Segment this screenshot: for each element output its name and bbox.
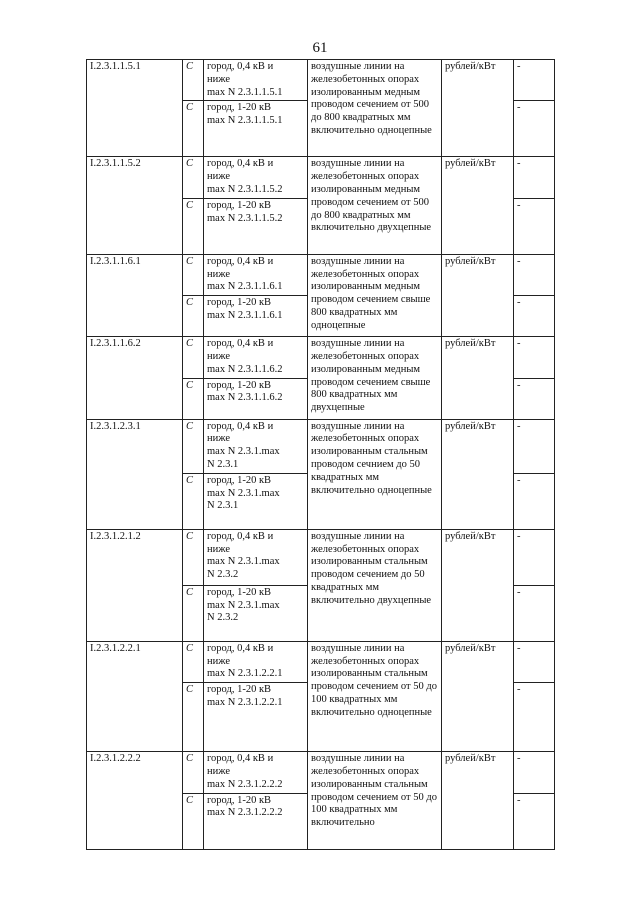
voltage-cell xyxy=(204,683,308,752)
table-row xyxy=(87,254,555,295)
voltage-line: N 2.3.1 xyxy=(207,500,239,512)
value-cell: - xyxy=(514,793,555,849)
description-cell: воздушные линии на железобетонных опорах изолированным медным проводом сечением свыше 800 квадратных мм двухцепные xyxy=(308,337,442,419)
voltage-cell xyxy=(204,419,308,473)
voltage-line: max N 2.3.1.2.2.2 xyxy=(207,807,283,819)
value-cell: - xyxy=(514,101,555,157)
value-cell: - xyxy=(514,60,555,101)
description-cell: воздушные линии на железобетонных опорах изолированным стальным проводом сечением от 50 до 100 квадратных мм включительно одноцепные xyxy=(308,641,442,751)
value-cell: - xyxy=(514,641,555,682)
voltage-line: max N 2.3.1.2.2.2 xyxy=(207,778,283,790)
voltage-cell xyxy=(204,198,308,254)
description-cell: воздушные линии на железобетонных опорах изолированным стальным проводом сечнием до 50 квадратных мм включительно одноцепные xyxy=(308,419,442,529)
voltage-line: max N 2.3.1.2.2.1 xyxy=(207,696,283,708)
voltage-line: город, 0,4 кВ и xyxy=(207,420,274,432)
voltage-line: город, 1-20 кВ xyxy=(207,379,272,391)
voltage-cell xyxy=(204,157,308,198)
voltage-line: город, 0,4 кВ и xyxy=(207,61,274,72)
voltage-line: N 2.3.1 xyxy=(207,458,239,470)
voltage-line: город, 0,4 кВ и xyxy=(207,338,274,350)
voltage-line: город, 1-20 кВ xyxy=(207,199,272,211)
symbol-cell: C xyxy=(183,793,204,849)
symbol-cell: C xyxy=(183,101,204,157)
voltage-line: max N 2.3.1.max xyxy=(207,599,280,611)
voltage-line: max N 2.3.1.1.6.2 xyxy=(207,363,283,375)
voltage-line: max N 2.3.1.1.5.2 xyxy=(207,212,283,224)
unit-cell: рублей/кВт xyxy=(442,419,514,529)
table-row xyxy=(87,641,555,682)
value-cell: - xyxy=(514,157,555,198)
voltage-line: max N 2.3.1.max xyxy=(207,446,280,458)
row-code-cell: I.2.3.1.1.6.2 xyxy=(87,337,183,419)
voltage-line: ниже xyxy=(207,433,231,445)
voltage-cell xyxy=(204,473,308,529)
voltage-cell xyxy=(204,585,308,641)
value-cell: - xyxy=(514,337,555,378)
voltage-line: ниже xyxy=(207,73,231,85)
voltage-cell xyxy=(204,254,308,295)
value-cell: - xyxy=(514,473,555,529)
voltage-line: max N 2.3.1.1.5.2 xyxy=(207,183,283,195)
unit-cell: рублей/кВт xyxy=(442,641,514,751)
row-code-cell: I.2.3.1.2.1.2 xyxy=(87,529,183,641)
row-code-cell: I.2.3.1.2.2.1 xyxy=(87,641,183,751)
description-cell: воздушные линии на железобетонных опорах изолированным медным проводом сечением от 500 до 800 квадратных мм включительно одноцепные xyxy=(308,60,442,157)
voltage-line: город, 1-20 кВ xyxy=(207,684,272,696)
voltage-line: город, 0,4 кВ и xyxy=(207,642,274,654)
symbol-cell: C xyxy=(183,473,204,529)
voltage-line: город, 1-20 кВ xyxy=(207,297,272,309)
voltage-cell xyxy=(204,793,308,849)
table-row xyxy=(87,419,555,473)
voltage-line: ниже xyxy=(207,765,231,777)
voltage-line: max N 2.3.1.1.5.1 xyxy=(207,86,283,98)
value-cell: - xyxy=(514,683,555,752)
value-cell: - xyxy=(514,419,555,473)
tariff-table xyxy=(86,59,555,850)
page-number: 61 xyxy=(312,40,328,56)
description-cell: воздушные линии на железобетонных опорах изолированным медным проводом сечением свыше 800 квадратных мм одноцепные xyxy=(308,254,442,336)
description-cell: воздушные линии на железобетонных опорах изолированным стальным проводом сечением до 50 квадратных мм включительно двухцепные xyxy=(308,529,442,641)
symbol-cell: C xyxy=(183,419,204,473)
voltage-line: max N 2.3.1.2.2.1 xyxy=(207,668,283,680)
symbol-cell: C xyxy=(183,378,204,419)
value-cell: - xyxy=(514,752,555,793)
voltage-cell xyxy=(204,337,308,378)
unit-cell: рублей/кВт xyxy=(442,752,514,849)
voltage-line: max N 2.3.1.max xyxy=(207,556,280,568)
voltage-line: N 2.3.2 xyxy=(207,569,239,581)
voltage-line: город, 0,4 кВ и xyxy=(207,753,274,765)
unit-cell: рублей/кВт xyxy=(442,254,514,336)
voltage-line: город, 1-20 кВ xyxy=(207,794,272,806)
voltage-cell xyxy=(204,752,308,793)
symbol-cell: C xyxy=(183,529,204,585)
table-row xyxy=(87,60,555,101)
row-code-cell: I.2.3.1.2.2.2 xyxy=(87,752,183,849)
symbol-cell: C xyxy=(183,60,204,101)
symbol-cell: C xyxy=(183,198,204,254)
voltage-line: город, 0,4 кВ и xyxy=(207,255,274,267)
value-cell: - xyxy=(514,198,555,254)
row-code-cell: I.2.3.1.1.5.2 xyxy=(87,157,183,254)
voltage-line: город, 0,4 кВ и xyxy=(207,530,274,542)
unit-cell: рублей/кВт xyxy=(442,157,514,254)
voltage-cell xyxy=(204,101,308,157)
table-row xyxy=(87,529,555,585)
description-cell: воздушные линии на железобетонных опорах изолированным стальным проводом сечением от 50 до 100 квадратных мм включительно xyxy=(308,752,442,849)
symbol-cell: C xyxy=(183,254,204,295)
row-code-cell: I.2.3.1.1.6.1 xyxy=(87,254,183,336)
voltage-cell xyxy=(204,60,308,101)
unit-cell: рублей/кВт xyxy=(442,337,514,419)
symbol-cell: C xyxy=(183,157,204,198)
symbol-cell: C xyxy=(183,752,204,793)
row-code-cell: I.2.3.1.2.3.1 xyxy=(87,419,183,529)
row-code-cell: I.2.3.1.1.5.1 xyxy=(87,60,183,157)
symbol-cell: C xyxy=(183,641,204,682)
table-row xyxy=(87,752,555,793)
value-cell: - xyxy=(514,529,555,585)
voltage-line: max N 2.3.1.max xyxy=(207,487,280,499)
symbol-cell: C xyxy=(183,683,204,752)
voltage-line: max N 2.3.1.1.6.1 xyxy=(207,309,283,321)
voltage-line: ниже xyxy=(207,655,231,667)
unit-cell: рублей/кВт xyxy=(442,60,514,157)
value-cell: - xyxy=(514,296,555,337)
voltage-line: ниже xyxy=(207,268,231,280)
table-row xyxy=(87,157,555,198)
table-row xyxy=(87,337,555,378)
tariff-table-body xyxy=(87,60,555,850)
voltage-cell xyxy=(204,296,308,337)
value-cell: - xyxy=(514,254,555,295)
voltage-cell xyxy=(204,641,308,682)
description-cell: воздушные линии на железобетонных опорах изолированным медным проводом сечением от 500 до 800 квадратных мм включительно двухцепные xyxy=(308,157,442,254)
voltage-line: город, 1-20 кВ xyxy=(207,586,272,598)
voltage-cell xyxy=(204,529,308,585)
voltage-line: город, 1-20 кВ xyxy=(207,474,272,486)
voltage-line: ниже xyxy=(207,350,231,362)
voltage-line: max N 2.3.1.1.5.1 xyxy=(207,115,283,127)
voltage-line: ниже xyxy=(207,543,231,555)
voltage-line: max N 2.3.1.1.6.2 xyxy=(207,392,283,404)
voltage-line: город, 0,4 кВ и xyxy=(207,158,274,170)
symbol-cell: C xyxy=(183,585,204,641)
voltage-cell xyxy=(204,378,308,419)
symbol-cell: C xyxy=(183,337,204,378)
voltage-line: город, 1-20 кВ xyxy=(207,102,272,114)
voltage-line: N 2.3.2 xyxy=(207,612,239,624)
symbol-cell: C xyxy=(183,296,204,337)
voltage-line: max N 2.3.1.1.6.1 xyxy=(207,281,283,293)
value-cell: - xyxy=(514,585,555,641)
value-cell: - xyxy=(514,378,555,419)
voltage-line: ниже xyxy=(207,171,231,183)
unit-cell: рублей/кВт xyxy=(442,529,514,641)
